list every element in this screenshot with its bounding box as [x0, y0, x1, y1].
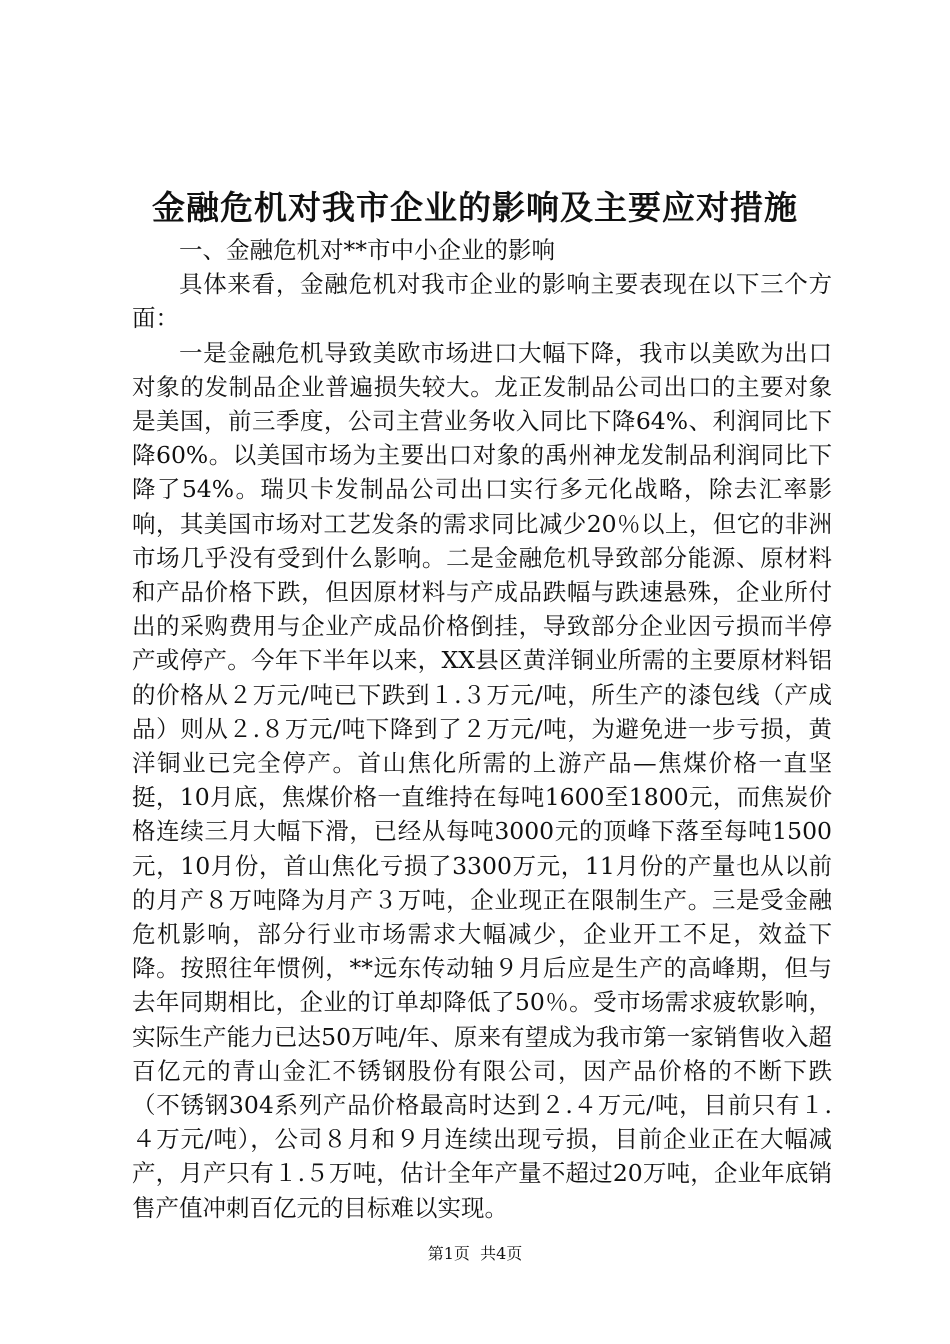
- document-body: [132, 233, 832, 1225]
- section-heading: 一、金融危机对**市中小企业的影响: [179, 236, 555, 264]
- page-number-footer: 第1页 共4页: [427, 1244, 523, 1263]
- document-title: 金融危机对我市企业的影响及主要应对措施: [152, 188, 798, 227]
- main-paragraph: 一是金融危机导致美欧市场进口大幅下降，我市以美欧为出口对象的发制品企业普遍损失较大。龙正发制品公司出口的主要对象是美国，前三季度，公司主营业务收入同比下降64%、利润同比下降60%。以美国市场为主要出口对象的禹州神龙发制品利润同比下降了54%。瑞贝卡发制品公司出口实行多元化战略，除去汇率影响，其美国市场对工艺发条的需求同比减少20％以上，但它的非洲市场几乎没有受到什么影响。二是金融危机导致部分能源、原材料和产品价格下跌，但因原材料与产成品跌幅与跌速悬殊，企业所付出的采购费用与企业产成品价格倒挂，导致部分企业因亏损而半停产或停产。今年下半年以来，XX县区黄洋铜业所需的主要原材料铝的价格从２万元/吨已下跌到１.３万元/吨，所生产的漆包线（产成品）则从２.８万元/吨下降到了２万元/吨，为避免进一步亏损，黄洋铜业已完全停产。首山焦化所需的上游产品—焦煤价格一直坚挺，10月底，焦煤价格一直维持在每吨1600至1800元，而焦炭价格连续三月大幅下滑，已经从每吨3000元的顶峰下落至每吨1500元，10月份，首山焦化亏损了3300万元，11月份的产量也从以前的月产８万吨降为月产３万吨，企业现正在限制生产。三是受金融危机影响，部分行业市场需求大幅减少，企业开工不足，效益下降。按照往年惯例，**远东传动轴９月后应是生产的高峰期，但与去年同期相比，企业的订单却降低了50％。受市场需求疲软影响，实际生产能力已达50万吨/年、原来有望成为我市第一家销售收入超百亿元的青山金汇不锈钢股份有限公司，因产品价格的不断下跌（不锈钢304系列产品价格最高时达到２.４万元/吨，目前只有１.４万元/吨），公司８月和９月连续出现亏损，目前企业正在大幅减产，月产只有１.５万吨，估计全年产量不超过20万吨，企业年底销售产值冲刺百亿元的目标难以实现。: [132, 338, 832, 1222]
- intro-paragraph: 具体来看，金融危机对我市企业的影响主要表现在以下三个方面：: [132, 270, 832, 333]
